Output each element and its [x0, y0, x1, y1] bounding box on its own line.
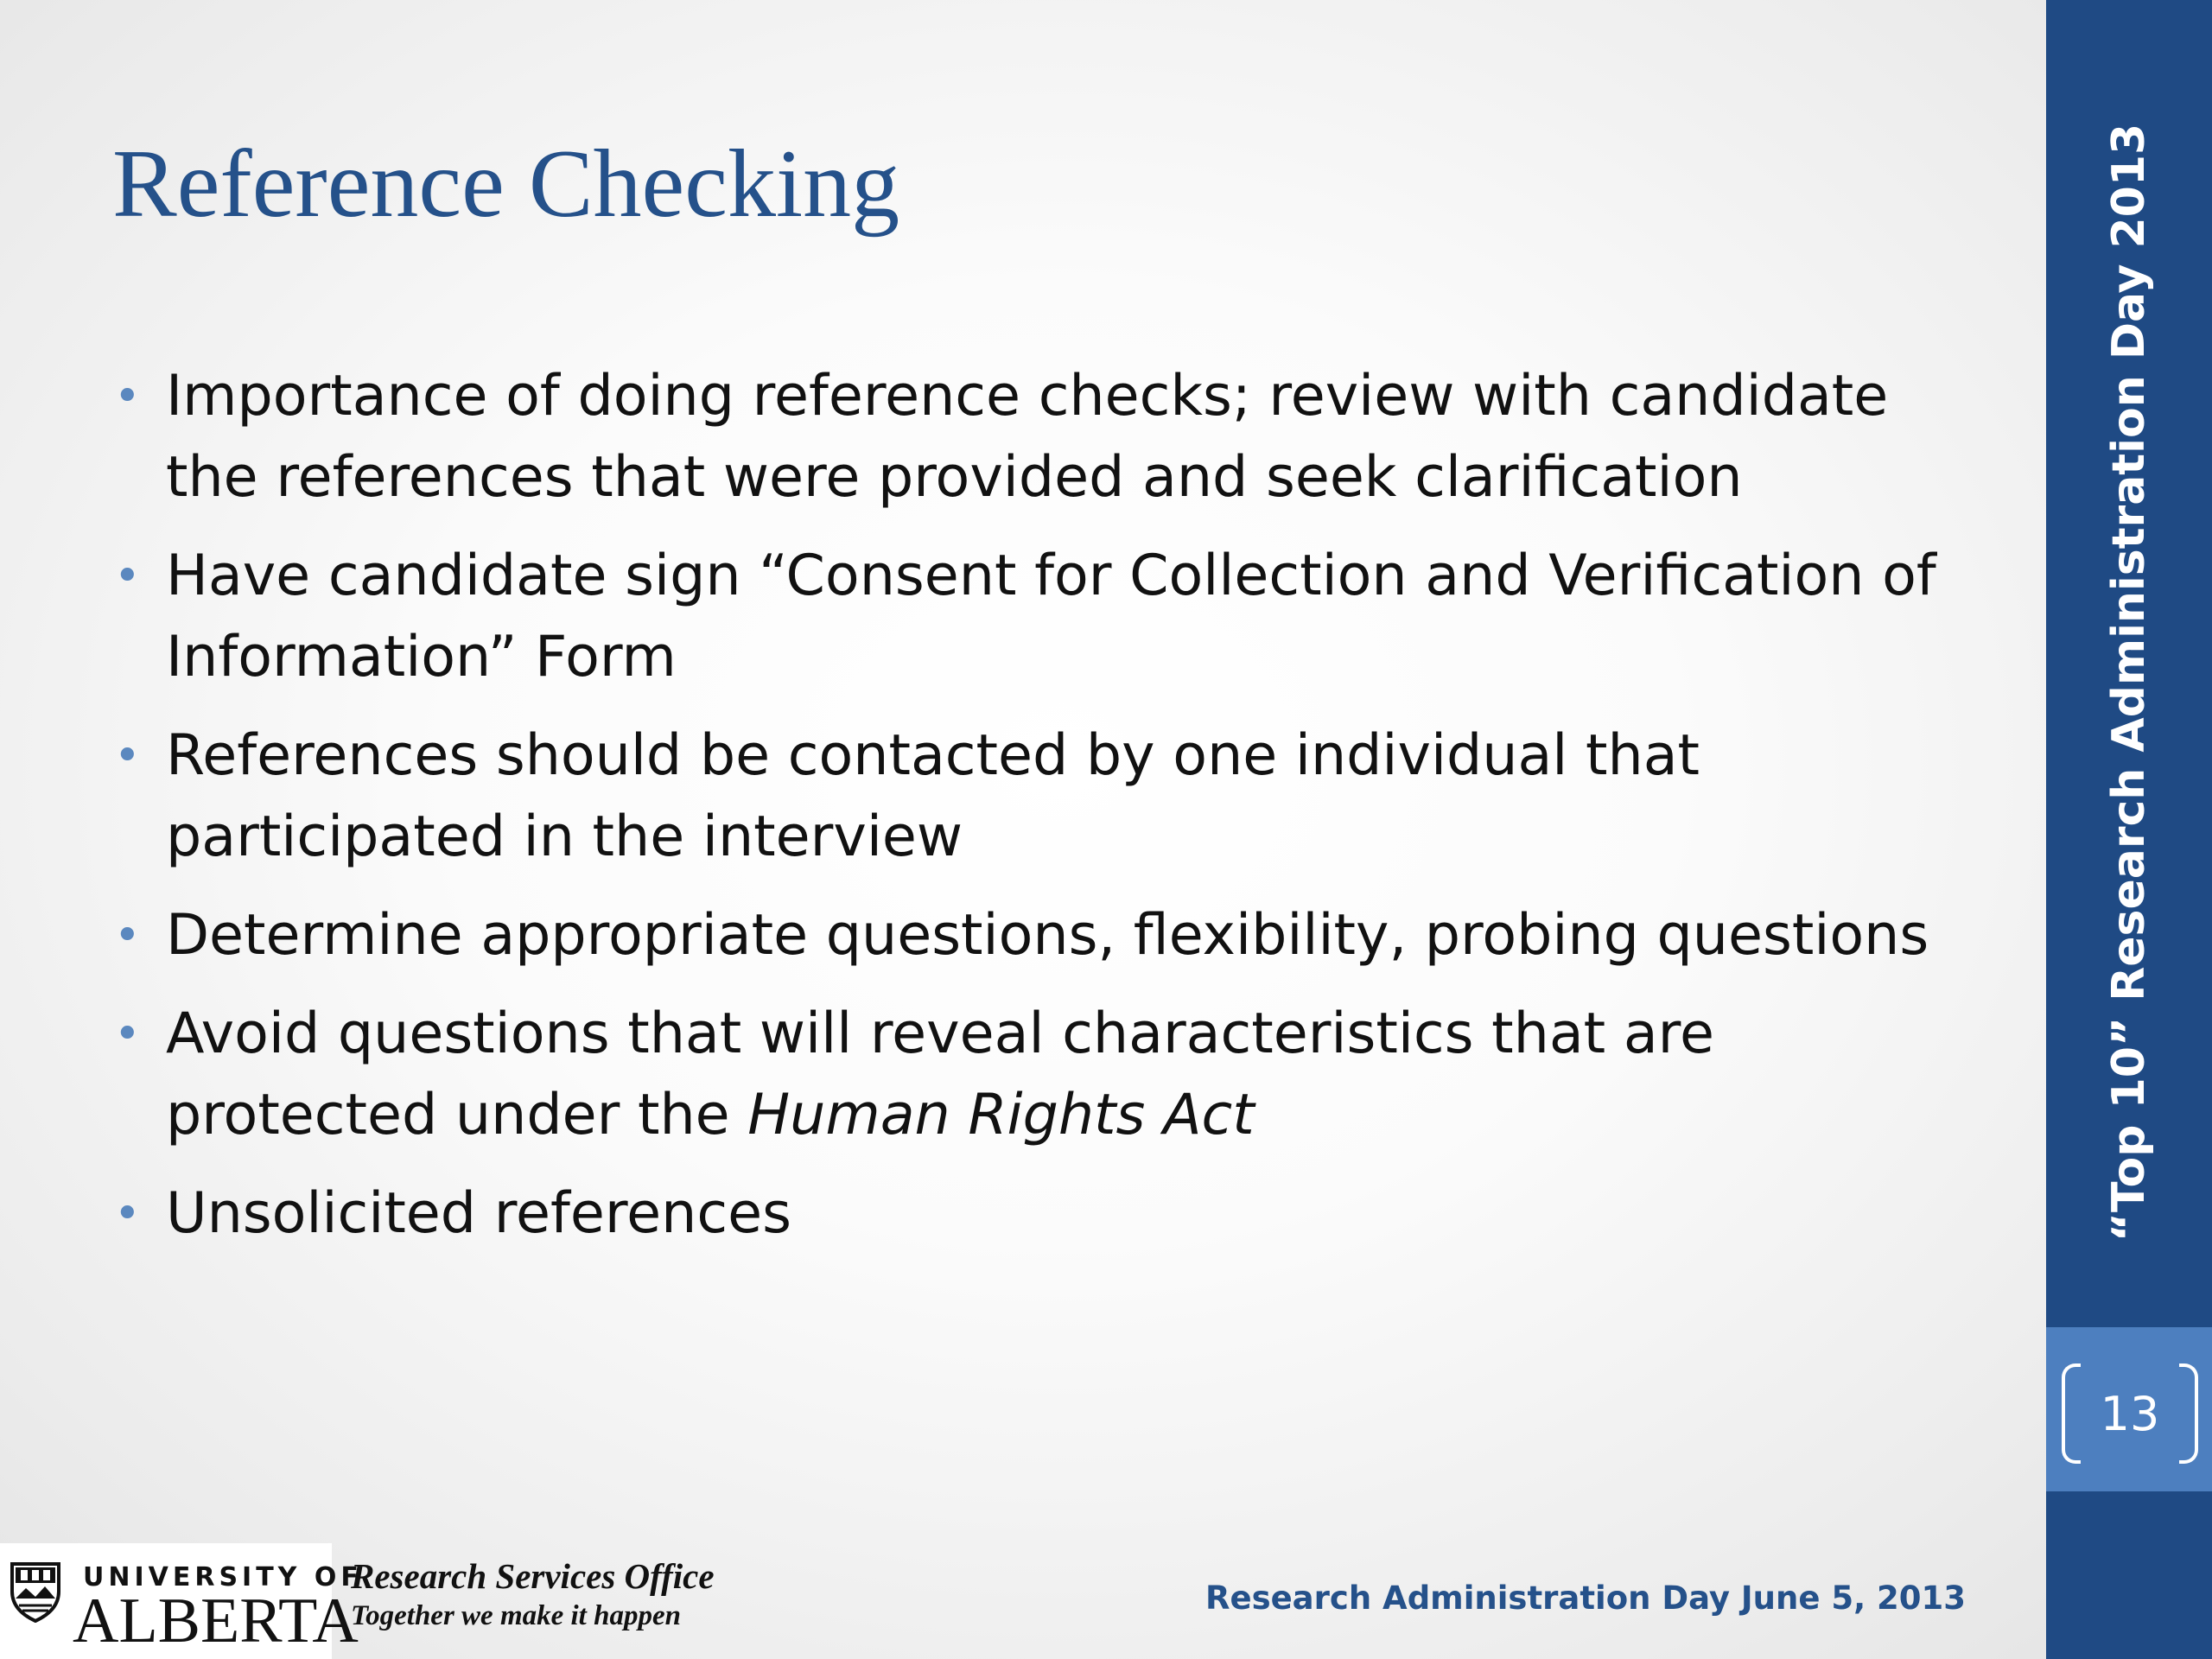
bullet-item: [112, 994, 1987, 1156]
bullet-item: [112, 1173, 1987, 1255]
university-logo: [0, 1543, 363, 1659]
logo-university-of: UNIVERSITY OF: [83, 1562, 363, 1592]
bullet-glyph: •: [114, 1188, 141, 1240]
office-name: Research Services Office: [351, 1556, 715, 1596]
bullet-item: [112, 895, 1987, 976]
slide-title: Reference Checking: [112, 130, 900, 238]
sidebar-vertical-title: “Top 10” Research Administration Day 2013: [2103, 123, 2155, 1243]
bullet-glyph: •: [114, 1008, 141, 1060]
bullet-item: [112, 536, 1987, 698]
bullet-text: Have candidate sign “Consent for Collection and Verification of Information” Form: [166, 543, 1936, 690]
bullet-glyph: •: [114, 910, 141, 962]
logo-alberta: ALBERTA: [73, 1586, 359, 1656]
bullet-text: References should be contacted by one individual that participated in the interview: [166, 723, 1700, 869]
footer-event: Research Administration Day June 5, 2013: [1205, 1580, 1966, 1617]
bullet-glyph: •: [114, 550, 141, 602]
bullet-item: [112, 715, 1987, 878]
crest-icon: [9, 1560, 62, 1623]
bullet-glyph: •: [114, 730, 141, 782]
bullet-text: Avoid questions that will reveal characteristics that are protected under the: [166, 1001, 1714, 1147]
page-number: 13: [2100, 1387, 2160, 1441]
bullet-text: Determine appropriate questions, flexibility, probing questions: [166, 903, 1929, 968]
page-number-box: [2062, 1363, 2198, 1465]
bullet-text: Unsolicited references: [166, 1181, 791, 1246]
bullet-glyph: •: [114, 371, 141, 423]
office-tagline: Together we make it happen: [351, 1600, 681, 1631]
bullet-item: [112, 356, 1987, 518]
bullet-text-italic: Human Rights Act: [747, 1083, 1255, 1147]
bullet-list: [112, 356, 1987, 1272]
bullet-text: Importance of doing reference checks; review with candidate the references that were provided and seek clarification: [166, 364, 1889, 510]
